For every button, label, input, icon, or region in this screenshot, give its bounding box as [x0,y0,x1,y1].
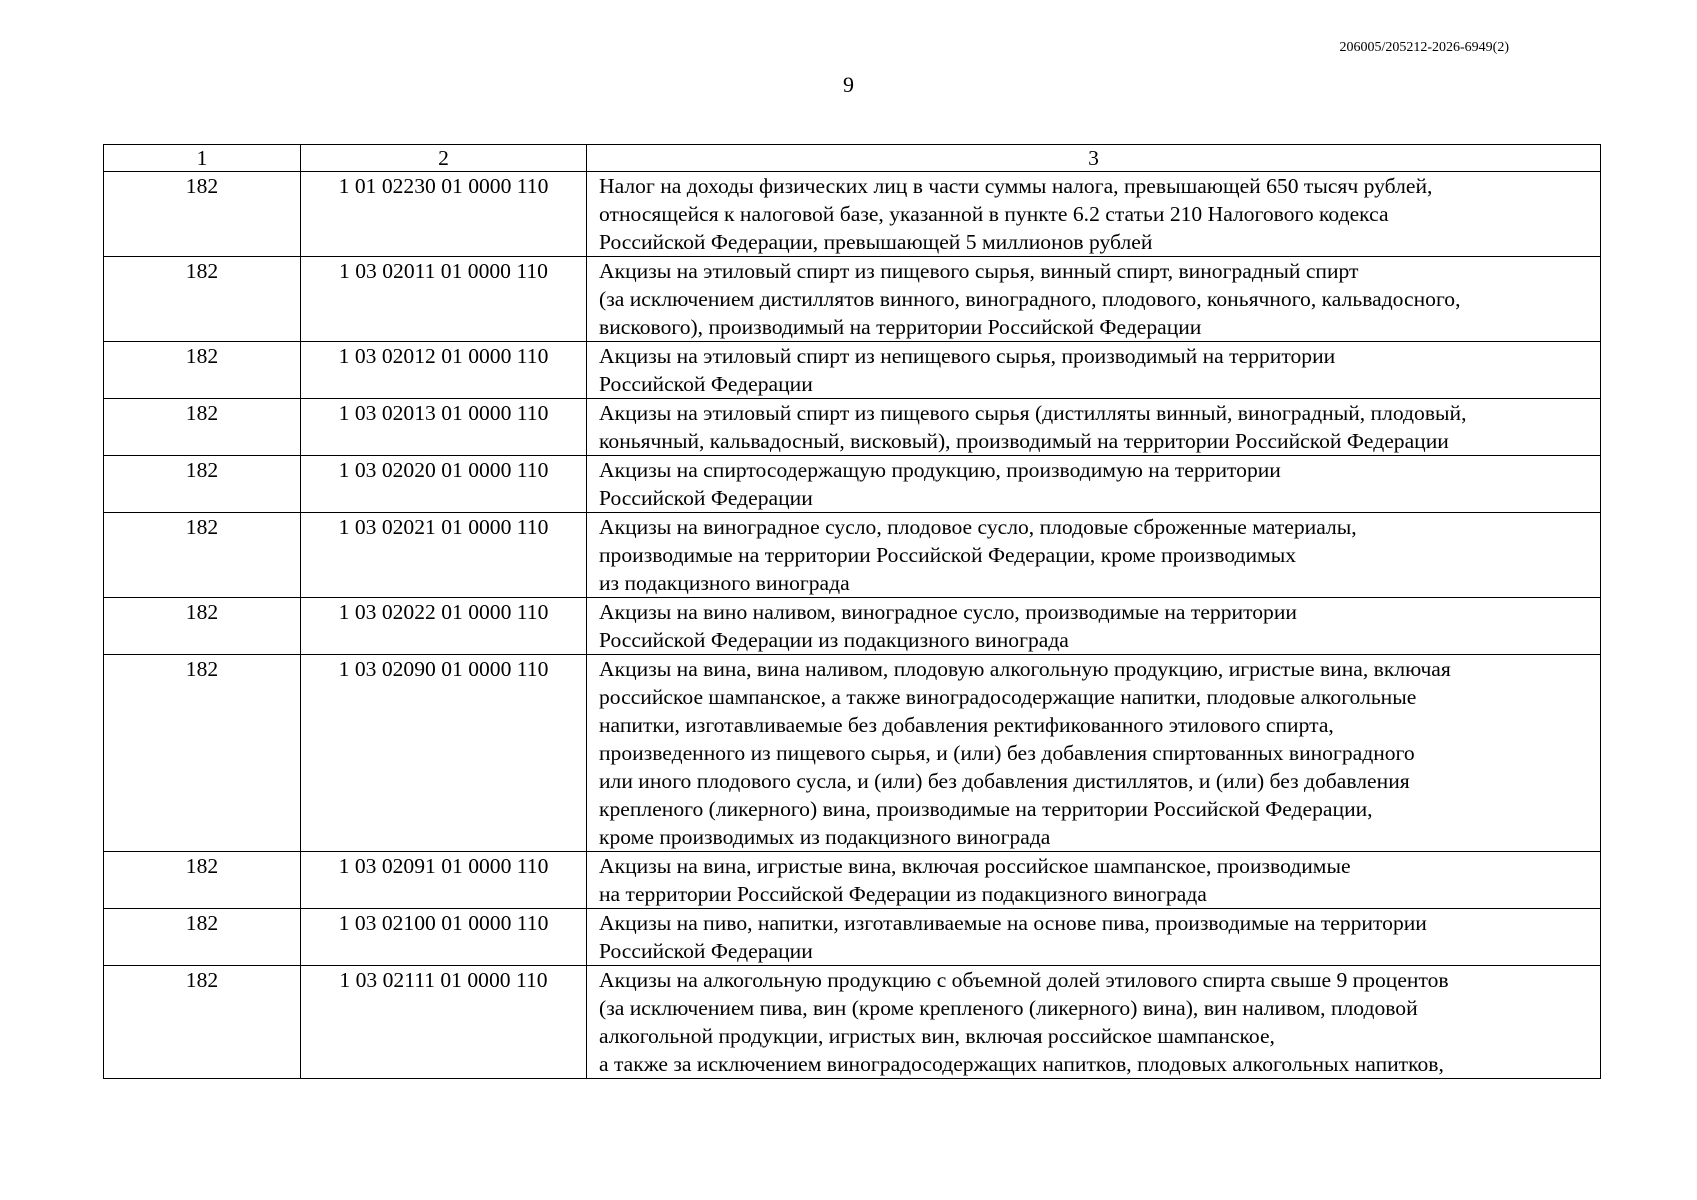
revenue-name-line: вискового), производимый на территории Российской Федерации [599,315,1202,339]
admin-code-cell: 182 [104,655,301,852]
revenue-name-cell [587,399,1601,456]
revenue-name-line: Акцизы на этиловый спирт из пищевого сырья (дистилляты винный, виноградный, плодовый, [599,401,1467,425]
table-row [104,598,1601,655]
budget-classification-code-cell: 1 03 02021 01 0000 110 [301,513,587,598]
revenue-name-line: или иного плодового сусла, и (или) без добавления дистиллятов, и (или) без добавления [599,769,1410,793]
table-row [104,852,1601,909]
table-row [104,909,1601,966]
budget-classification-code-cell: 1 03 02091 01 0000 110 [301,852,587,909]
revenue-name-line: произведенного из пищевого сырья, и (или) без добавления спиртованных виноградного [599,741,1415,765]
admin-code-cell: 182 [104,909,301,966]
admin-code-cell: 182 [104,342,301,399]
revenue-name-line: алкогольной продукции, игристых вин, включая российское шампанское, [599,1024,1275,1048]
revenue-name-cell [587,909,1601,966]
admin-code-cell: 182 [104,172,301,257]
revenue-name-line: Акцизы на алкогольную продукцию с объемной долей этилового спирта свыше 9 процентов [599,968,1449,992]
revenue-name-line: Российской Федерации, превышающей 5 миллионов рублей [599,230,1153,254]
budget-classification-code-cell: 1 03 02022 01 0000 110 [301,598,587,655]
column-header-3: 3 [587,145,1601,172]
column-header-2: 2 [301,145,587,172]
revenue-name-line: коньячный, кальвадосный, висковый), производимый на территории Российской Федерации [599,429,1449,453]
table-row [104,966,1601,1079]
budget-classification-code-cell: 1 03 02111 01 0000 110 [301,966,587,1079]
admin-code-cell: 182 [104,966,301,1079]
revenue-name-line: Российской Федерации [599,939,813,963]
revenue-name-line: Российской Федерации из подакцизного винограда [599,628,1069,652]
revenue-name-line: Налог на доходы физических лиц в части суммы налога, превышающей 650 тысяч рублей, [599,174,1433,198]
revenue-name-cell [587,655,1601,852]
revenue-name-line: (за исключением дистиллятов винного, виноградного, плодового, коньячного, кальвадосного, [599,287,1461,311]
table-header-row [104,145,1601,172]
revenue-name-cell [587,852,1601,909]
table-row [104,655,1601,852]
revenue-name-line: а также за исключением виноградосодержащих напитков, плодовых алкогольных напитков, [599,1052,1444,1076]
revenue-name-cell [587,513,1601,598]
budget-classification-code-cell: 1 03 02020 01 0000 110 [301,456,587,513]
table-row [104,172,1601,257]
revenue-name-cell [587,598,1601,655]
admin-code-cell: 182 [104,598,301,655]
table-row [104,399,1601,456]
budget-codes-table [103,144,1601,1079]
budget-classification-code-cell: 1 03 02013 01 0000 110 [301,399,587,456]
revenue-name-cell [587,172,1601,257]
revenue-name-line: Акцизы на вина, вина наливом, плодовую алкогольную продукцию, игристые вина, включая [599,657,1451,681]
revenue-name-line: производимые на территории Российской Федерации, кроме производимых [599,543,1297,567]
revenue-name-line: из подакцизного винограда [599,571,850,595]
table-row [104,342,1601,399]
revenue-name-line: относящейся к налоговой базе, указанной в пункте 6.2 статьи 210 Налогового кодекса [599,202,1389,226]
table-row [104,257,1601,342]
revenue-name-line: Российской Федерации [599,486,813,510]
admin-code-cell: 182 [104,456,301,513]
revenue-name-cell [587,966,1601,1079]
revenue-name-line: кроме производимых из подакцизного винограда [599,825,1051,849]
revenue-name-line: Российской Федерации [599,372,813,396]
revenue-name-line: Акцизы на виноградное сусло, плодовое сусло, плодовые сброженные материалы, [599,515,1357,539]
table-row [104,513,1601,598]
budget-classification-code-cell: 1 01 02230 01 0000 110 [301,172,587,257]
revenue-name-line: напитки, изготавливаемые без добавления ректификованного этилового спирта, [599,713,1334,737]
revenue-name-line: Акцизы на спиртосодержащую продукцию, производимую на территории [599,458,1281,482]
revenue-name-cell [587,456,1601,513]
admin-code-cell: 182 [104,257,301,342]
revenue-name-line: Акцизы на пиво, напитки, изготавливаемые на основе пива, производимые на территории [599,911,1427,935]
revenue-name-line: на территории Российской Федерации из подакцизного винограда [599,882,1207,906]
admin-code-cell: 182 [104,399,301,456]
revenue-name-line: российское шампанское, а также виноградосодержащие напитки, плодовые алкогольные [599,685,1417,709]
revenue-name-line: (за исключением пива, вин (кроме крепленого (ликерного) вина), вин наливом, плодовой [599,996,1418,1020]
admin-code-cell: 182 [104,852,301,909]
revenue-name-cell [587,342,1601,399]
table-row [104,456,1601,513]
admin-code-cell: 182 [104,513,301,598]
budget-classification-code-cell: 1 03 02100 01 0000 110 [301,909,587,966]
revenue-name-cell [587,257,1601,342]
page-number: 9 [843,72,854,97]
table-body [104,172,1601,1079]
revenue-name-line: Акцизы на этиловый спирт из непищевого сырья, производимый на территории [599,344,1336,368]
revenue-name-line: Акцизы на вина, игристые вина, включая российское шампанское, производимые [599,854,1351,878]
revenue-name-line: Акцизы на этиловый спирт из пищевого сырья, винный спирт, виноградный спирт [599,259,1359,283]
budget-classification-code-cell: 1 03 02012 01 0000 110 [301,342,587,399]
budget-classification-code-cell: 1 03 02011 01 0000 110 [301,257,587,342]
column-header-1: 1 [104,145,301,172]
document-id: 206005/205212-2026-6949(2) [1339,40,1509,55]
revenue-name-line: Акцизы на вино наливом, виноградное сусло, производимые на территории [599,600,1297,624]
budget-classification-code-cell: 1 03 02090 01 0000 110 [301,655,587,852]
revenue-name-line: крепленого (ликерного) вина, производимые на территории Российской Федерации, [599,797,1373,821]
